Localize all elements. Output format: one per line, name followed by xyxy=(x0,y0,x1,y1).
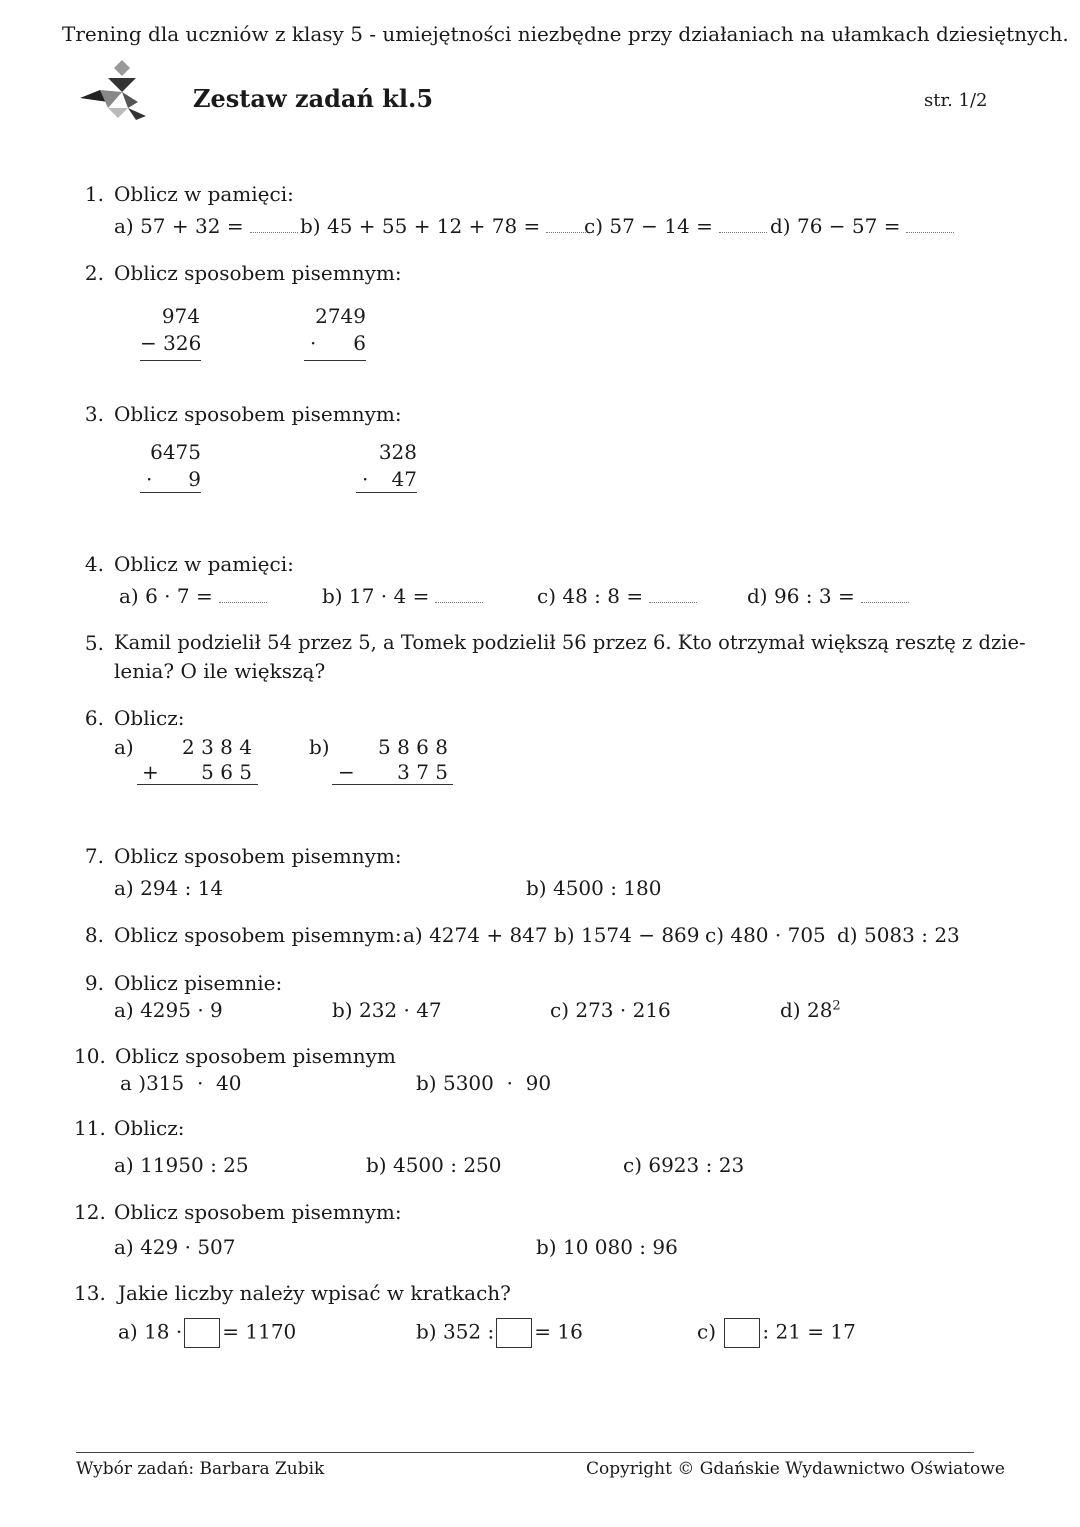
task-6b-top: 5 8 6 8 xyxy=(378,735,448,759)
task-11c: c) 6923 : 23 xyxy=(623,1153,745,1177)
answer-box-b[interactable] xyxy=(496,1318,532,1348)
task-7b: b) 4500 : 180 xyxy=(526,876,662,900)
task-5-line-2: lenia? O ile większą? xyxy=(114,659,326,683)
task-3b-bottom: 47 xyxy=(391,467,417,491)
footer-right: Copyright © Gdańskie Wydawnictwo Oświatowe xyxy=(586,1459,1005,1479)
task-3a-bottom: 9 xyxy=(188,467,201,491)
task-6a-rule xyxy=(137,784,258,785)
task-13-number: 13. xyxy=(74,1281,106,1305)
task-7-text: Oblicz sposobem pisemnym: xyxy=(114,844,402,868)
page-title: Zestaw zadań kl.5 xyxy=(193,84,434,113)
task-3b-top: 328 xyxy=(378,440,417,464)
task-1b: b) 45 + 55 + 12 + 78 = xyxy=(300,214,594,238)
header-top-line: Trening dla uczniów z klasy 5 - umiejętności niezbędne przy działaniach na ułamkach dziesiętnych. xyxy=(62,22,1069,46)
task-2a-rule xyxy=(140,360,201,361)
answer-box-a[interactable] xyxy=(184,1318,220,1348)
task-1-text: Oblicz w pamięci: xyxy=(114,182,294,206)
task-6b-rule xyxy=(332,784,453,785)
task-3b-rule xyxy=(356,492,417,493)
task-4a: a) 6 · 7 = xyxy=(119,584,267,608)
tangram-logo-icon xyxy=(78,58,150,122)
task-13b: b) 352 : = 16 xyxy=(416,1318,583,1348)
task-3a-rule xyxy=(140,492,201,493)
task-11-number: 11. xyxy=(74,1116,106,1140)
task-6a-bottom: 5 6 5 xyxy=(201,760,252,784)
task-11-text: Oblicz: xyxy=(114,1116,185,1140)
answer-box-c[interactable] xyxy=(724,1318,760,1348)
task-9d: d) $28^2$ xyxy=(780,998,841,1022)
task-9-text: Oblicz pisemnie: xyxy=(114,971,283,995)
task-2a-top: 974 xyxy=(161,304,200,328)
task-7-number: 7. xyxy=(84,844,104,868)
task-9b: b) 232 · 47 xyxy=(332,998,442,1022)
task-2a-bottom: − 326 xyxy=(140,331,202,355)
task-6a-label: a) xyxy=(114,735,134,759)
task-11a: a) 11950 : 25 xyxy=(114,1153,249,1177)
task-4-text: Oblicz w pamięci: xyxy=(114,552,294,576)
task-9-number: 9. xyxy=(84,971,104,995)
task-2b-operator: · xyxy=(310,331,317,355)
task-1a: a) 57 + 32 = xyxy=(114,214,298,238)
task-12a: a) 429 · 507 xyxy=(114,1235,236,1259)
task-5-line-1: Kamil podzielił 54 przez 5, a Tomek podzielił 56 przez 6. Kto otrzymał większą resztę z dzie- xyxy=(114,631,1026,654)
task-10a: a )315 · 40 xyxy=(120,1071,242,1095)
task-1-number: 1. xyxy=(84,182,104,206)
task-9d-exponent: 2 xyxy=(832,998,841,1014)
page-number: str. 1/2 xyxy=(924,90,988,111)
task-10-text: Oblicz sposobem pisemnym xyxy=(115,1044,396,1068)
task-6b-operator: − xyxy=(338,760,355,784)
task-6b-bottom: 3 7 5 xyxy=(397,760,448,784)
task-3-text: Oblicz sposobem pisemnym: xyxy=(114,402,402,426)
task-12-number: 12. xyxy=(74,1200,106,1224)
task-12-text: Oblicz sposobem pisemnym: xyxy=(114,1200,402,1224)
task-4-number: 4. xyxy=(84,552,104,576)
task-8d: d) 5083 : 23 xyxy=(837,923,960,947)
task-2-text: Oblicz sposobem pisemnym: xyxy=(114,261,402,285)
task-2b-bottom: 6 xyxy=(353,331,366,355)
task-9a: a) 4295 · 9 xyxy=(114,998,223,1022)
task-8-number: 8. xyxy=(84,923,104,947)
task-13c: c) : 21 = 17 xyxy=(697,1318,856,1348)
task-6b-label: b) xyxy=(309,735,330,759)
task-1c: c) 57 − 14 = xyxy=(584,214,767,238)
task-9c: c) 273 · 216 xyxy=(550,998,671,1022)
task-4c: c) 48 : 8 = xyxy=(537,584,697,608)
task-4b: b) 17 · 4 = xyxy=(322,584,483,608)
task-3a-top: 6475 xyxy=(150,440,201,464)
task-13-text: Jakie liczby należy wpisać w kratkach? xyxy=(118,1281,511,1305)
task-13a: a) 18 · = 1170 xyxy=(118,1318,296,1348)
task-5-number: 5. xyxy=(84,631,104,655)
task-6a-operator: + xyxy=(142,760,159,784)
task-6-number: 6. xyxy=(84,706,104,730)
task-8a: a) 4274 + 847 xyxy=(403,923,548,947)
task-11b: b) 4500 : 250 xyxy=(366,1153,502,1177)
task-10-number: 10. xyxy=(74,1044,106,1068)
task-3b-operator: · xyxy=(362,467,369,491)
task-3-number: 3. xyxy=(84,402,104,426)
task-4d: d) 96 : 3 = xyxy=(747,584,909,608)
task-8c: c) 480 · 705 xyxy=(705,923,826,947)
task-12b: b) 10 080 : 96 xyxy=(536,1235,678,1259)
footer-left: Wybór zadań: Barbara Zubik xyxy=(76,1459,325,1479)
task-8-text: Oblicz sposobem pisemnym: xyxy=(114,923,402,947)
task-8b: b) 1574 − 869 xyxy=(554,923,700,947)
task-2b-top: 2749 xyxy=(315,304,366,328)
task-6-text: Oblicz: xyxy=(114,706,185,730)
task-3a-operator: · xyxy=(146,467,153,491)
footer-rule xyxy=(76,1452,974,1453)
task-2-number: 2. xyxy=(84,261,104,285)
task-6a-top: 2 3 8 4 xyxy=(182,735,252,759)
task-2b-rule xyxy=(304,360,366,361)
task-1d: d) 76 − 57 = xyxy=(770,214,954,238)
task-10b: b) 5300 · 90 xyxy=(416,1071,552,1095)
task-7a: a) 294 : 14 xyxy=(114,876,224,900)
